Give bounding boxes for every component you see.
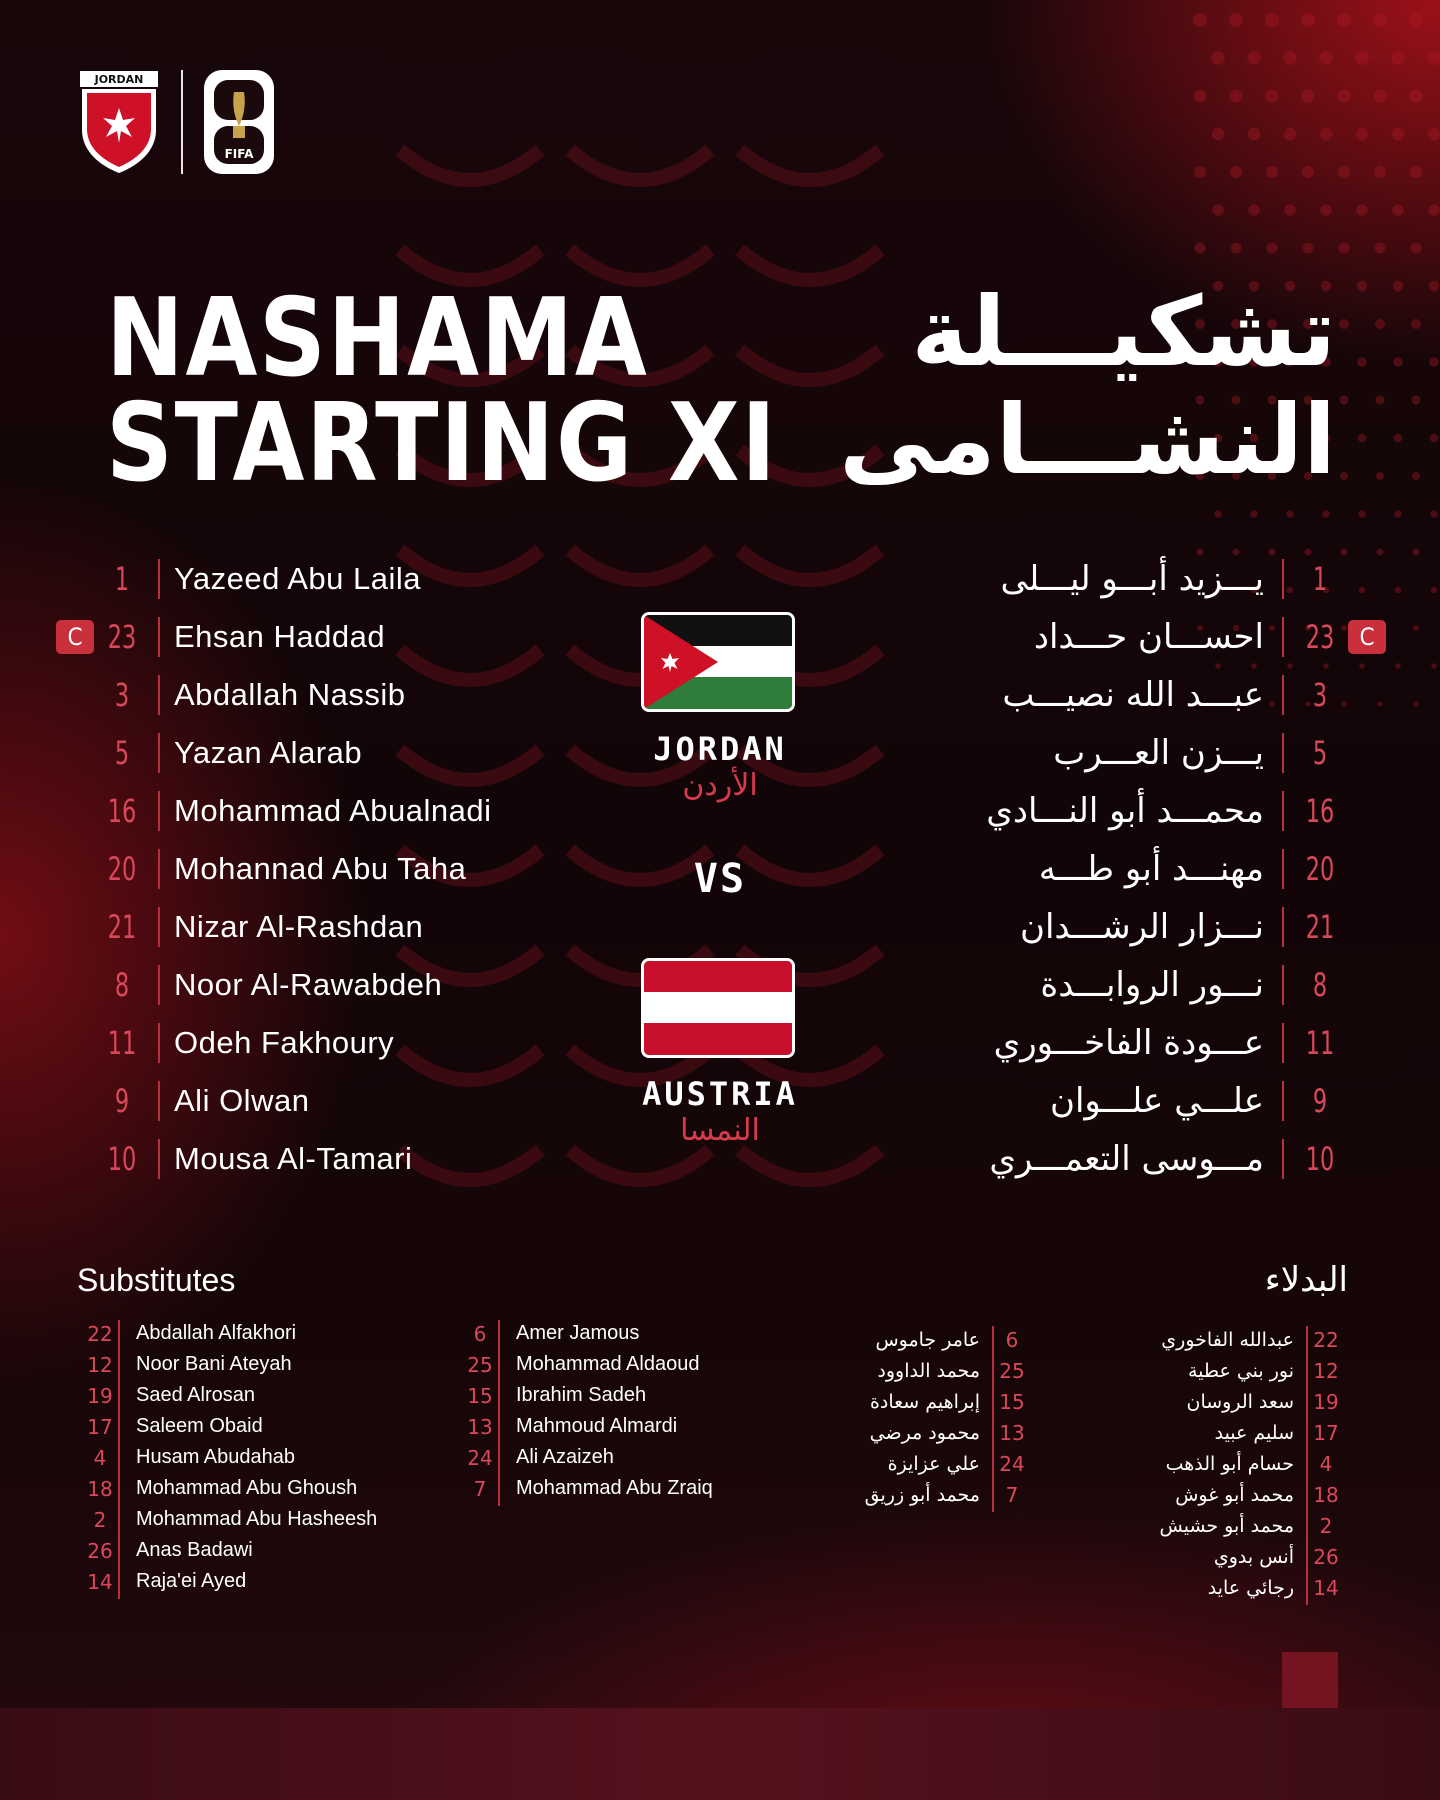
substitute-name: Saed Alrosan: [136, 1384, 255, 1406]
lineup-row-arabic: [866, 782, 1386, 840]
shirt-number: 3: [1312, 676, 1328, 714]
substitute-row: [82, 1473, 357, 1504]
substitute-number: 17: [1313, 1420, 1339, 1445]
team2-name-arabic: النمسا: [680, 1113, 760, 1148]
player-name-english: Abdallah Nassib: [174, 677, 406, 712]
substitute-number: 17: [87, 1414, 113, 1439]
background-dot: [1266, 166, 1278, 178]
background-dot: [1410, 166, 1422, 178]
shirt-number: 1: [1312, 560, 1328, 598]
background-dot: [1431, 663, 1437, 669]
background-wave: [740, 550, 880, 580]
substitute-row: [82, 1566, 246, 1597]
background-dot: [1265, 13, 1279, 27]
substitute-row: [82, 1349, 292, 1380]
background-dot: [1412, 472, 1420, 480]
player-name-arabic: مهنـــد أبو طـــه: [1038, 849, 1264, 889]
shirt-number: 5: [1312, 734, 1328, 772]
substitute-name: Husam Abudahab: [136, 1446, 296, 1468]
substitute-name: Amer Jamous: [516, 1322, 640, 1344]
substitute-number: 6: [473, 1321, 487, 1346]
substitute-row: [82, 1504, 377, 1535]
background-wave: [400, 150, 540, 180]
player-name-english: Mousa Al-Tamari: [174, 1141, 413, 1176]
header-divider: [181, 70, 183, 174]
jordan-flag-icon: [641, 612, 795, 712]
player-name-english: Mohammad Abualnadi: [174, 793, 492, 828]
substitute-number: 12: [1313, 1358, 1339, 1383]
row-separator: [1282, 965, 1284, 1005]
captain-badge: C: [56, 620, 94, 654]
player-name-arabic: عـــودة الفاخـــوري: [993, 1023, 1264, 1063]
substitute-number: 19: [1313, 1389, 1339, 1414]
substitute-number: 19: [87, 1383, 113, 1408]
lineup-row-arabic: [866, 724, 1386, 782]
lineup-row-arabic: [866, 1072, 1386, 1130]
background-wave: [570, 150, 710, 180]
background-dot: [1376, 472, 1384, 480]
substitute-row: [462, 1442, 614, 1473]
shirt-number: 16: [107, 792, 137, 830]
substitute-name: Anas Badawi: [136, 1539, 253, 1561]
substitute-name: عبدالله الفاخوري: [1161, 1328, 1294, 1351]
substitute-name: Ali Azaizeh: [516, 1446, 614, 1468]
background-dot: [1410, 90, 1423, 103]
background-dot: [1230, 166, 1242, 178]
substitute-row: [82, 1442, 295, 1473]
player-name-arabic: يـــزن العـــرب: [1053, 733, 1264, 773]
background-dot: [1375, 319, 1385, 329]
background-dot: [1250, 510, 1258, 518]
substitute-number: 26: [87, 1538, 113, 1563]
row-separator: [158, 849, 160, 889]
substitute-number: 2: [1319, 1513, 1333, 1538]
background-dot: [1394, 434, 1403, 443]
shirt-number: 10: [107, 1140, 137, 1178]
background-dot: [1429, 357, 1439, 367]
substitute-row: [1187, 1386, 1345, 1417]
background-dot: [1302, 90, 1315, 103]
versus-label: VS: [693, 856, 747, 902]
jordan-fa-crest-logo: [79, 70, 159, 174]
substitute-row: [82, 1411, 263, 1442]
substitute-number: 12: [87, 1352, 113, 1377]
substitute-number: 4: [93, 1445, 107, 1470]
substitute-number: 24: [467, 1445, 493, 1470]
background-dot: [1303, 243, 1314, 254]
background-dot: [1230, 90, 1243, 103]
substitutes-arabic-column-1: [1080, 1324, 1344, 1614]
player-name-english: Ehsan Haddad: [174, 619, 386, 654]
substitute-name: Mohammad Abu Ghoush: [136, 1477, 358, 1499]
shirt-number: 10: [1305, 1140, 1335, 1178]
row-separator: [1282, 617, 1284, 657]
substitute-row: [1208, 1572, 1344, 1603]
background-dot: [1320, 204, 1332, 216]
row-separator: [158, 965, 160, 1005]
background-dot: [1429, 281, 1440, 292]
background-dot: [1319, 51, 1333, 65]
lineup-row-arabic: [866, 666, 1386, 724]
row-separator: [1282, 907, 1284, 947]
background-dot: [1214, 510, 1222, 518]
lineup-row-arabic: [866, 840, 1386, 898]
austria-flag-icon: [641, 958, 795, 1058]
background-wave: [740, 150, 880, 180]
player-name-arabic: محمـــد أبو النـــادي: [986, 791, 1264, 831]
substitute-row: [462, 1349, 699, 1380]
player-name-english: Yazeed Abu Laila: [174, 561, 422, 596]
background-wave: [740, 1150, 880, 1180]
row-separator: [158, 1081, 160, 1121]
background-dot: [1320, 128, 1333, 141]
row-separator: [158, 1139, 160, 1179]
background-dot: [1267, 243, 1278, 254]
substitute-row: [1161, 1324, 1344, 1355]
substitute-name: محمد أبو زريق: [864, 1483, 980, 1506]
background-dot: [1337, 13, 1351, 27]
background-dot: [1411, 243, 1422, 254]
background-dot: [1375, 243, 1386, 254]
row-separator: [1282, 559, 1284, 599]
background-dot: [1427, 51, 1440, 65]
substitute-number: 13: [467, 1414, 493, 1439]
row-separator: [1282, 791, 1284, 831]
substitute-number: 22: [87, 1321, 113, 1346]
shirt-number: 9: [114, 1082, 130, 1120]
substitute-number: 22: [1313, 1327, 1339, 1352]
substitute-row: [888, 1448, 1030, 1479]
team1-name-arabic: الأردن: [682, 768, 758, 803]
substitutes-arabic-column-2: [780, 1324, 1030, 1524]
row-separator: [1282, 849, 1284, 889]
background-dot: [1358, 510, 1366, 518]
lineup-row-arabic: [866, 898, 1386, 956]
background-dot: [1395, 663, 1401, 669]
background-dot: [1430, 434, 1439, 443]
background-dot: [1394, 510, 1402, 518]
substitute-row: [1214, 1541, 1344, 1572]
substitute-row: [875, 1324, 1030, 1355]
substitutes-heading-english: Substitutes: [77, 1262, 236, 1298]
substitute-row: [865, 1479, 1030, 1510]
background-dot: [1338, 166, 1350, 178]
background-dot: [1431, 587, 1438, 594]
substitute-row: [1159, 1510, 1344, 1541]
substitute-name: Raja'ei Ayed: [136, 1570, 247, 1592]
substitute-name: Saleem Obaid: [136, 1415, 263, 1437]
substitute-name: علي عزايزة: [887, 1452, 980, 1475]
substitute-row: [462, 1411, 677, 1442]
substitute-name: محمد أبو حشيش: [1159, 1514, 1294, 1537]
player-name-english: Nizar Al-Rashdan: [174, 909, 424, 944]
lineup-row-english: [56, 1014, 576, 1072]
substitute-row: [462, 1473, 713, 1504]
background-dot: [1428, 128, 1440, 141]
background-dot: [1194, 90, 1207, 103]
background-dot: [1286, 510, 1294, 518]
background-dot: [1266, 90, 1279, 103]
background-dot: [1212, 204, 1224, 216]
row-separator: [158, 733, 160, 773]
background-dot: [1248, 128, 1261, 141]
background-dot: [1392, 128, 1405, 141]
substitute-name: محمد أبو غوش: [1175, 1483, 1294, 1506]
substitute-number: 15: [999, 1389, 1025, 1414]
substitute-number: 18: [1313, 1482, 1339, 1507]
lineup-row-english: [56, 608, 576, 666]
shirt-number: 21: [1305, 908, 1335, 946]
svg-text:FIFA: FIFA: [224, 147, 254, 161]
player-name-english: Yazan Alarab: [174, 735, 363, 770]
shirt-number: 21: [107, 908, 137, 946]
substitute-number: 25: [999, 1358, 1025, 1383]
lineup-row-english: [56, 840, 576, 898]
lineup-row-english: [56, 898, 576, 956]
lineup-row-arabic: [866, 1014, 1386, 1072]
background-dot: [1356, 128, 1369, 141]
background-dot: [1357, 281, 1368, 292]
player-name-english: Noor Al-Rawabdeh: [174, 967, 443, 1002]
decorative-square: [1282, 1652, 1338, 1708]
title-arabic-line1: تشكيـــلة: [911, 276, 1336, 388]
team1-name-english: JORDAN: [653, 730, 787, 768]
shirt-number: 9: [1312, 1082, 1328, 1120]
background-dot: [1412, 396, 1421, 405]
title-arabic-line2: النشـــامى: [839, 384, 1336, 496]
background-dot: [1428, 204, 1440, 216]
player-name-arabic: احســـان حـــداد: [1033, 617, 1264, 657]
background-dot: [1374, 166, 1386, 178]
shirt-number: 11: [107, 1024, 137, 1062]
substitute-row: [1175, 1479, 1344, 1510]
background-dot: [1302, 166, 1314, 178]
substitute-name: سليم عبيد: [1214, 1421, 1294, 1444]
row-separator: [1282, 1139, 1284, 1179]
substitute-row: [870, 1417, 1030, 1448]
substitute-name: Abdallah Alfakhori: [136, 1322, 297, 1344]
background-wave: [740, 350, 880, 380]
substitute-row: [82, 1535, 253, 1566]
substitute-number: 14: [87, 1569, 113, 1594]
player-name-arabic: مـــوسى التعمـــري: [989, 1139, 1264, 1179]
player-name-arabic: علـــي علـــوان: [1050, 1081, 1264, 1121]
shirt-number: 16: [1305, 792, 1335, 830]
lineup-row-english: [56, 724, 576, 782]
background-dot: [1340, 396, 1349, 405]
substitute-name: Mohammad Abu Hasheesh: [136, 1508, 378, 1530]
substitute-number: 15: [467, 1383, 493, 1408]
substitutes-heading-arabic: البدلاء: [1264, 1260, 1348, 1300]
lineup-row-arabic: [866, 956, 1386, 1014]
background-dot: [1356, 204, 1368, 216]
substitute-name: Mohammad Aldaoud: [516, 1353, 700, 1375]
world-cup-2026-logo: [204, 70, 274, 174]
background-dot: [1194, 166, 1206, 178]
substitute-number: 13: [999, 1420, 1025, 1445]
lineup-row-english: [56, 550, 576, 608]
player-name-english: Mohannad Abu Taha: [174, 851, 467, 886]
shirt-number: 5: [114, 734, 130, 772]
substitute-name: عامر جاموس: [875, 1328, 980, 1351]
substitute-name: رجائي عايد: [1207, 1576, 1294, 1599]
title-english-line1: NASHAMA: [106, 276, 649, 401]
row-separator: [158, 1023, 160, 1063]
substitute-name: إبراهيم سعادة: [869, 1390, 980, 1413]
background-dot: [1391, 51, 1405, 65]
background-dot: [1374, 90, 1387, 103]
lineup-row-english: [56, 1130, 576, 1188]
lineup-row-arabic: [866, 550, 1386, 608]
background-dot: [1340, 472, 1348, 480]
background-wave: [570, 1150, 710, 1180]
substitute-row: [82, 1380, 255, 1411]
lineup-row-english: [56, 782, 576, 840]
row-separator: [158, 675, 160, 715]
lineup-row-english: [56, 1072, 576, 1130]
shirt-number: 23: [107, 618, 137, 656]
substitute-name: Mahmoud Almardi: [516, 1415, 678, 1437]
shirt-number: 1: [114, 560, 130, 598]
title-english-line2: STARTING XI: [106, 381, 778, 506]
background-dot: [1283, 51, 1297, 65]
background-dot: [1392, 204, 1404, 216]
team2-name-english: AUSTRIA: [642, 1075, 798, 1113]
substitute-row: [462, 1318, 639, 1349]
row-separator: [158, 559, 160, 599]
substitute-number: 26: [1313, 1544, 1339, 1569]
substitute-number: 7: [473, 1476, 487, 1501]
lineup-row-arabic: [866, 1130, 1386, 1188]
player-name-arabic: يـــزيد أبـــو ليـــلى: [1000, 559, 1264, 599]
substitute-name: Mohammad Abu Zraiq: [516, 1477, 713, 1499]
player-name-arabic: نـــور الروابـــدة: [1040, 965, 1264, 1005]
player-name-arabic: نـــزار الرشـــدان: [1020, 907, 1264, 947]
player-name-english: Odeh Fakhoury: [174, 1025, 395, 1060]
background-dot: [1409, 13, 1423, 27]
background-dot: [1357, 357, 1367, 367]
background-dot: [1339, 243, 1350, 254]
row-separator: [1282, 675, 1284, 715]
background-dot: [1211, 51, 1225, 65]
row-separator: [158, 907, 160, 947]
background-dot: [1376, 396, 1385, 405]
background-dot: [1231, 243, 1242, 254]
background-dot: [1393, 281, 1404, 292]
substitute-number: 6: [1005, 1327, 1019, 1352]
substitute-row: [82, 1318, 296, 1349]
background-dot: [1413, 549, 1420, 556]
substitute-row: [877, 1355, 1030, 1386]
shirt-number: 3: [114, 676, 130, 714]
substitute-number: 24: [999, 1451, 1025, 1476]
player-name-arabic: عبـــد الله نصيـــب: [1002, 675, 1264, 715]
substitutes-english-column-1: [82, 1318, 382, 1608]
shirt-number: 8: [1312, 966, 1328, 1004]
lineup-row-english: [56, 956, 576, 1014]
substitute-name: Ibrahim Sadeh: [516, 1384, 647, 1406]
substitute-number: 18: [87, 1476, 113, 1501]
background-dot: [1193, 13, 1207, 27]
shirt-number: 11: [1305, 1024, 1335, 1062]
player-name-english: Ali Olwan: [174, 1083, 310, 1118]
background-dot: [1212, 128, 1225, 141]
row-separator: [1282, 1023, 1284, 1063]
captain-badge: C: [1348, 620, 1386, 654]
shirt-number: 8: [114, 966, 130, 1004]
substitutes-english-column-2: [462, 1318, 742, 1518]
svg-text:JORDAN: JORDAN: [94, 73, 144, 86]
background-dot: [1373, 13, 1387, 27]
background-dot: [1229, 13, 1243, 27]
substitute-name: Noor Bani Ateyah: [136, 1353, 292, 1375]
lineup-row-arabic: [866, 608, 1386, 666]
background-dot: [1430, 510, 1438, 518]
substitute-row: [1215, 1417, 1344, 1448]
substitute-name: أنس بدوي: [1213, 1545, 1294, 1568]
bottom-band: [0, 1708, 1440, 1800]
shirt-number: 20: [107, 850, 137, 888]
substitute-number: 7: [1005, 1482, 1019, 1507]
substitute-name: محمود مرضي: [869, 1421, 980, 1444]
background-dot: [1322, 510, 1330, 518]
substitute-row: [870, 1386, 1030, 1417]
background-dot: [1248, 204, 1260, 216]
background-dot: [1247, 51, 1261, 65]
row-separator: [1282, 1081, 1284, 1121]
substitute-name: سعد الروسان: [1186, 1390, 1294, 1413]
shirt-number: 23: [1305, 618, 1335, 656]
shirt-number: 20: [1305, 850, 1335, 888]
background-dot: [1413, 625, 1419, 631]
row-separator: [158, 617, 160, 657]
substitute-name: حسام أبو الذهب: [1165, 1452, 1294, 1475]
background-dot: [1284, 204, 1296, 216]
substitute-number: 4: [1319, 1451, 1333, 1476]
background-dot: [1195, 243, 1206, 254]
background-dot: [1338, 90, 1351, 103]
substitute-row: [462, 1380, 646, 1411]
background-dot: [1355, 51, 1369, 65]
substitute-number: 14: [1313, 1575, 1339, 1600]
substitute-number: 2: [93, 1507, 107, 1532]
row-separator: [1282, 733, 1284, 773]
background-wave: [570, 550, 710, 580]
background-dot: [1395, 587, 1402, 594]
substitute-name: محمد الداوود: [877, 1359, 980, 1382]
substitute-name: نور بني عطية: [1187, 1359, 1294, 1382]
background-dot: [1414, 702, 1419, 707]
substitute-row: [1166, 1448, 1344, 1479]
background-dot: [1284, 128, 1297, 141]
background-dot: [1339, 319, 1349, 329]
background-dot: [1358, 434, 1367, 443]
background-wave: [740, 250, 880, 280]
substitute-number: 25: [467, 1352, 493, 1377]
lineup-row-english: [56, 666, 576, 724]
substitute-row: [1188, 1355, 1344, 1386]
background-dot: [1301, 13, 1315, 27]
row-separator: [158, 791, 160, 831]
background-dot: [1411, 319, 1421, 329]
background-dot: [1393, 357, 1403, 367]
